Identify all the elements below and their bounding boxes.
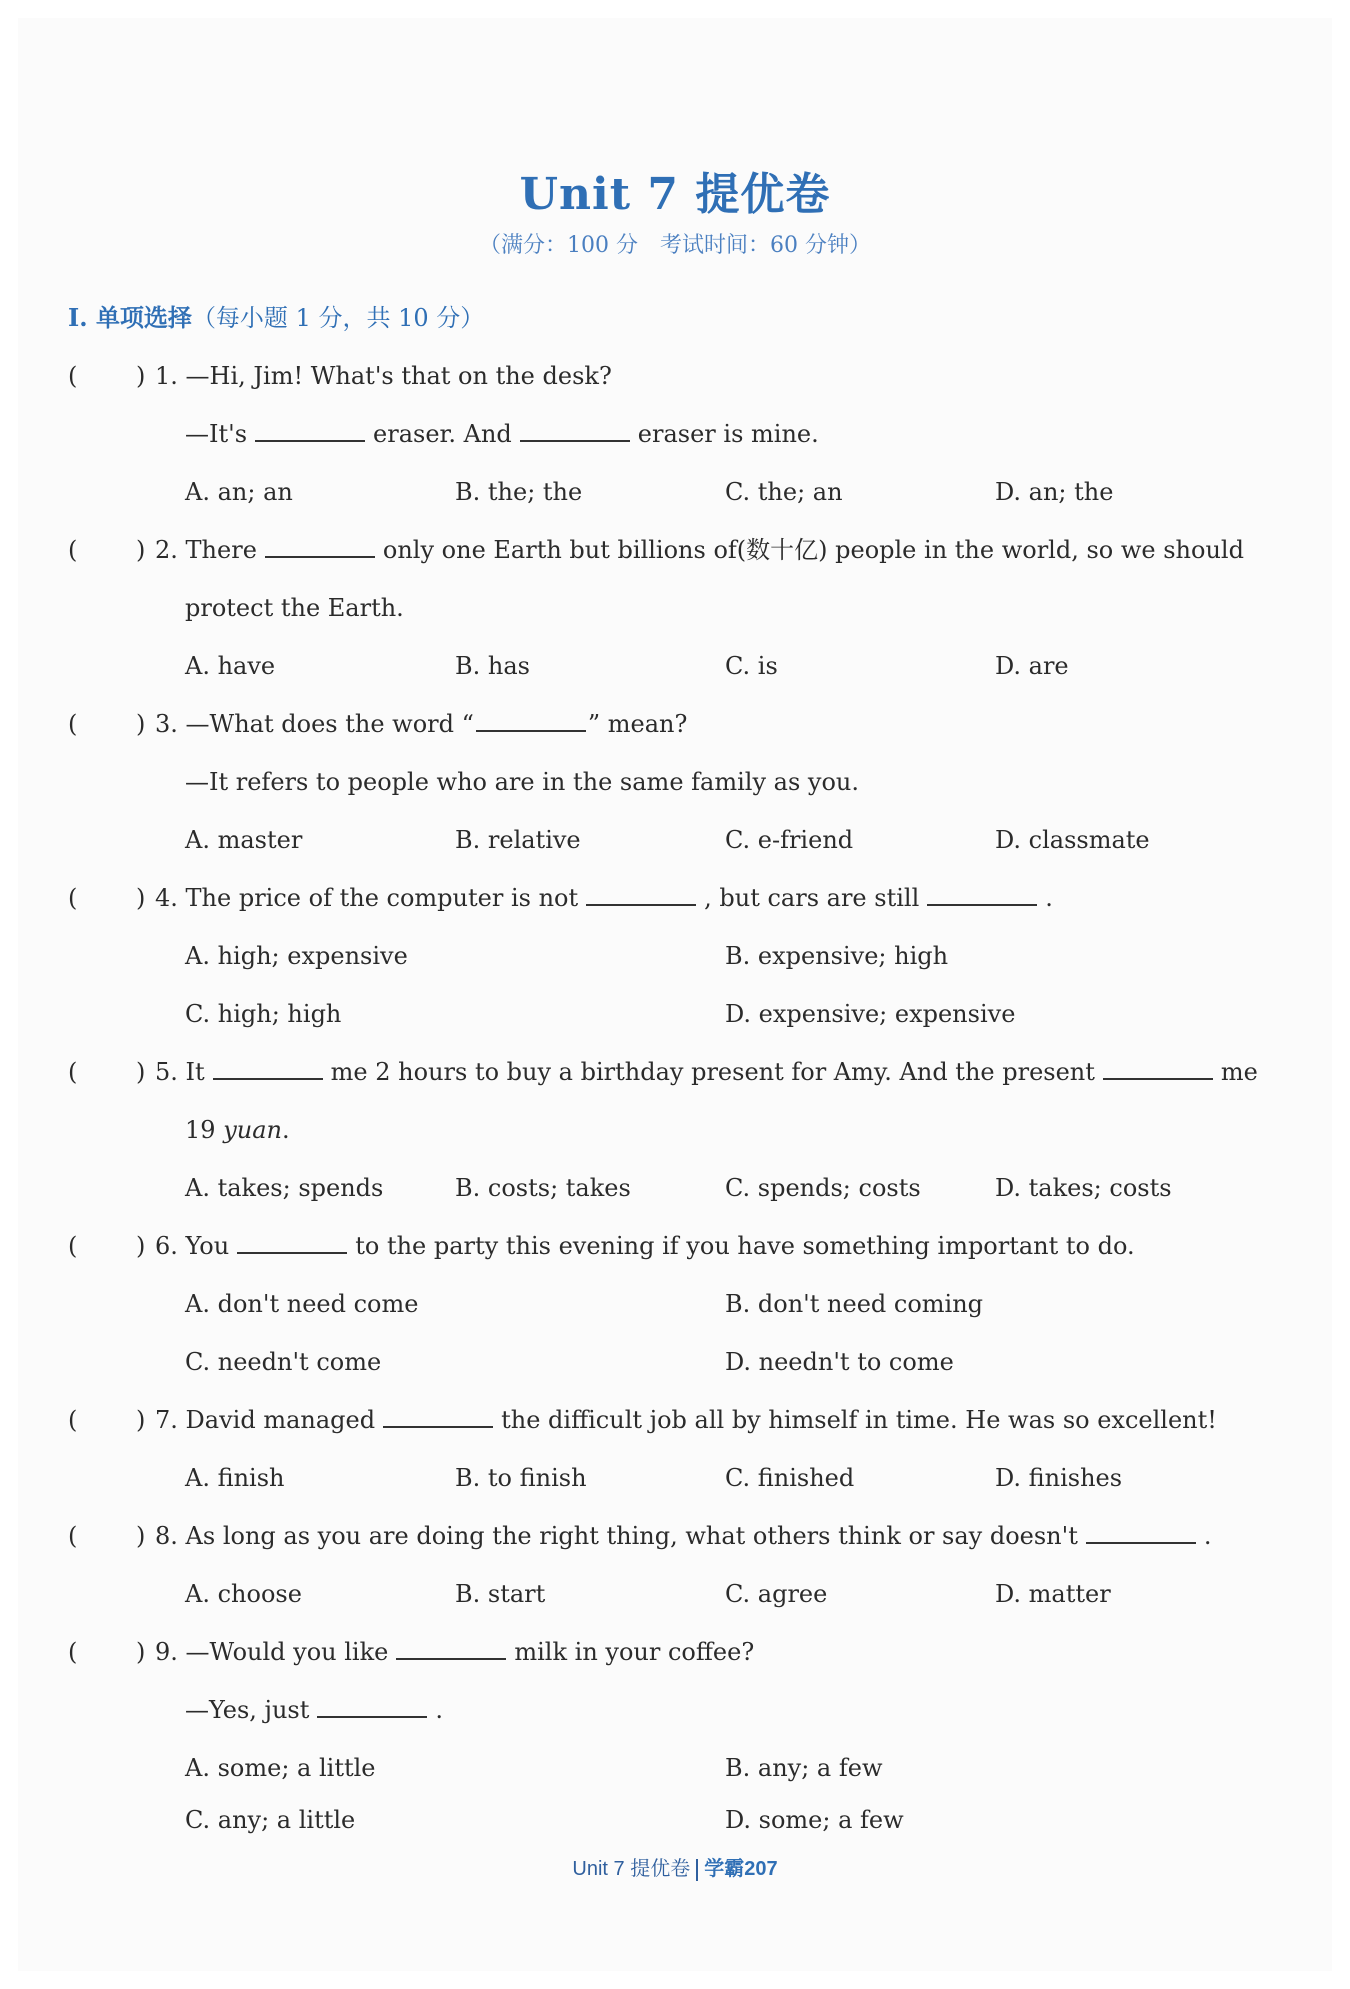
question-number: 7. bbox=[155, 1406, 178, 1434]
answer-blank[interactable] bbox=[476, 704, 586, 732]
question-6-options-row1 bbox=[0, 1284, 1350, 1324]
question-number: 3. bbox=[155, 710, 178, 738]
option-b[interactable]: B. to finish bbox=[455, 1464, 587, 1492]
question-4-stem: ( ) 4. The price of the computer is not , but cars are still . bbox=[0, 878, 1350, 918]
question-7-stem: ( ) 7. David managed the difficult job all by himself in time. He was so excellent! bbox=[0, 1400, 1350, 1440]
question-9-stem: ( ) 9. —Would you like milk in your coffee? bbox=[0, 1632, 1350, 1672]
question-1-line2: —It's eraser. And eraser is mine. bbox=[0, 414, 1350, 454]
footer-unit-label: Unit 7 提优卷 bbox=[572, 1858, 691, 1880]
question-2-line2: protect the Earth. bbox=[185, 594, 404, 622]
footer-brand: 学霸 bbox=[704, 1858, 745, 1880]
answer-blank[interactable] bbox=[1086, 1516, 1196, 1544]
answer-blank[interactable] bbox=[213, 1052, 323, 1080]
page-title: Unit 7 提优卷 bbox=[519, 169, 831, 220]
option-a[interactable]: A. finish bbox=[185, 1464, 285, 1492]
section-title: Ⅰ. 单项选择 bbox=[68, 303, 192, 332]
option-a[interactable]: A. don't need come bbox=[185, 1290, 419, 1318]
option-b[interactable]: B. any; a few bbox=[725, 1754, 883, 1782]
option-b[interactable]: B. costs; takes bbox=[455, 1174, 631, 1202]
option-d[interactable]: D. expensive; expensive bbox=[725, 1000, 1016, 1028]
option-c[interactable]: C. spends; costs bbox=[725, 1174, 921, 1202]
question-number: 5. bbox=[155, 1058, 178, 1086]
answer-blank[interactable] bbox=[255, 414, 365, 442]
question-number: 4. bbox=[155, 884, 178, 912]
question-number: 6. bbox=[155, 1232, 178, 1260]
question-4-options-row2 bbox=[0, 994, 1350, 1034]
option-b[interactable]: B. don't need coming bbox=[725, 1290, 984, 1318]
answer-blank[interactable] bbox=[237, 1226, 347, 1254]
question-5-options bbox=[0, 1168, 1350, 1208]
question-5-stem: ( ) 5. It me 2 hours to buy a birthday present for Amy. And the present me bbox=[0, 1052, 1350, 1092]
option-c[interactable]: C. e-friend bbox=[725, 826, 854, 854]
answer-blank[interactable] bbox=[927, 878, 1037, 906]
question-number: 2. bbox=[155, 536, 178, 564]
question-3-line2: —It refers to people who are in the same family as you. bbox=[185, 768, 859, 796]
option-d[interactable]: D. are bbox=[995, 652, 1069, 680]
answer-blank[interactable] bbox=[520, 414, 630, 442]
option-b[interactable]: B. relative bbox=[455, 826, 581, 854]
question-9-line2: —Yes, just . bbox=[0, 1690, 1350, 1730]
answer-blank[interactable] bbox=[396, 1632, 506, 1660]
question-number: 9. bbox=[155, 1638, 178, 1666]
answer-blank[interactable] bbox=[317, 1690, 427, 1718]
page-footer bbox=[0, 1852, 1350, 1881]
page-subtitle: （满分：100 分 考试时间：60 分钟） bbox=[479, 233, 871, 258]
question-3-stem: ( ) 3. —What does the word “ ” mean? bbox=[0, 704, 1350, 744]
option-d[interactable]: D. needn't to come bbox=[725, 1348, 954, 1376]
section-points: （每小题 1 分，共 10 分） bbox=[191, 304, 485, 332]
question-3-options bbox=[0, 820, 1350, 860]
option-d[interactable]: D. finishes bbox=[995, 1464, 1123, 1492]
question-text: —Hi, Jim! What's that on the desk? bbox=[185, 362, 612, 390]
option-d[interactable]: D. classmate bbox=[995, 826, 1150, 854]
answer-blank[interactable] bbox=[383, 1400, 493, 1428]
question-6-options-row2 bbox=[0, 1342, 1350, 1382]
question-9-options-row2 bbox=[0, 1800, 1350, 1840]
answer-blank[interactable] bbox=[1103, 1052, 1213, 1080]
answer-blank[interactable] bbox=[265, 530, 375, 558]
option-a[interactable]: A. choose bbox=[185, 1580, 302, 1608]
option-d[interactable]: D. matter bbox=[995, 1580, 1111, 1608]
option-b[interactable]: B. expensive; high bbox=[725, 942, 949, 970]
question-5-line2: 19 yuan. bbox=[185, 1116, 290, 1144]
option-c[interactable]: C. finished bbox=[725, 1464, 855, 1492]
question-9-options-row1 bbox=[0, 1748, 1350, 1788]
question-1-options bbox=[0, 472, 1350, 512]
option-c[interactable]: C. the; an bbox=[725, 478, 843, 506]
option-c[interactable]: C. any; a little bbox=[185, 1806, 356, 1834]
option-c[interactable]: C. agree bbox=[725, 1580, 828, 1608]
question-6-stem: ( ) 6. You to the party this evening if you have something important to do. bbox=[0, 1226, 1350, 1266]
option-a[interactable]: A. master bbox=[185, 826, 303, 854]
question-8-stem: ( ) 8. As long as you are doing the right thing, what others think or say doesn't . bbox=[0, 1516, 1350, 1556]
page-number: 207 bbox=[744, 1858, 778, 1880]
question-number: 8. bbox=[155, 1522, 178, 1550]
question-2-stem: ( ) 2. There only one Earth but billions of(数十亿) people in the world, so we should bbox=[0, 530, 1350, 570]
question-number: 1. bbox=[155, 362, 178, 390]
option-a[interactable]: A. takes; spends bbox=[185, 1174, 384, 1202]
option-a[interactable]: A. an; an bbox=[185, 478, 293, 506]
section-heading bbox=[68, 298, 484, 333]
question-1-stem: ( ) 1. —Hi, Jim! What's that on the desk? bbox=[68, 362, 612, 390]
option-d[interactable]: D. some; a few bbox=[725, 1806, 904, 1834]
option-a[interactable]: A. some; a little bbox=[185, 1754, 376, 1782]
option-a[interactable]: A. high; expensive bbox=[185, 942, 408, 970]
option-c[interactable]: C. needn't come bbox=[185, 1348, 382, 1376]
footer-divider bbox=[696, 1859, 698, 1881]
option-a[interactable]: A. have bbox=[185, 652, 276, 680]
option-c[interactable]: C. is bbox=[725, 652, 778, 680]
option-c[interactable]: C. high; high bbox=[185, 1000, 342, 1028]
option-b[interactable]: B. has bbox=[455, 652, 530, 680]
question-8-options bbox=[0, 1574, 1350, 1614]
option-b[interactable]: B. the; the bbox=[455, 478, 583, 506]
question-7-options bbox=[0, 1458, 1350, 1498]
option-d[interactable]: D. an; the bbox=[995, 478, 1114, 506]
option-b[interactable]: B. start bbox=[455, 1580, 546, 1608]
question-2-options bbox=[0, 646, 1350, 686]
question-4-options-row1 bbox=[0, 936, 1350, 976]
option-d[interactable]: D. takes; costs bbox=[995, 1174, 1172, 1202]
answer-blank[interactable] bbox=[586, 878, 696, 906]
